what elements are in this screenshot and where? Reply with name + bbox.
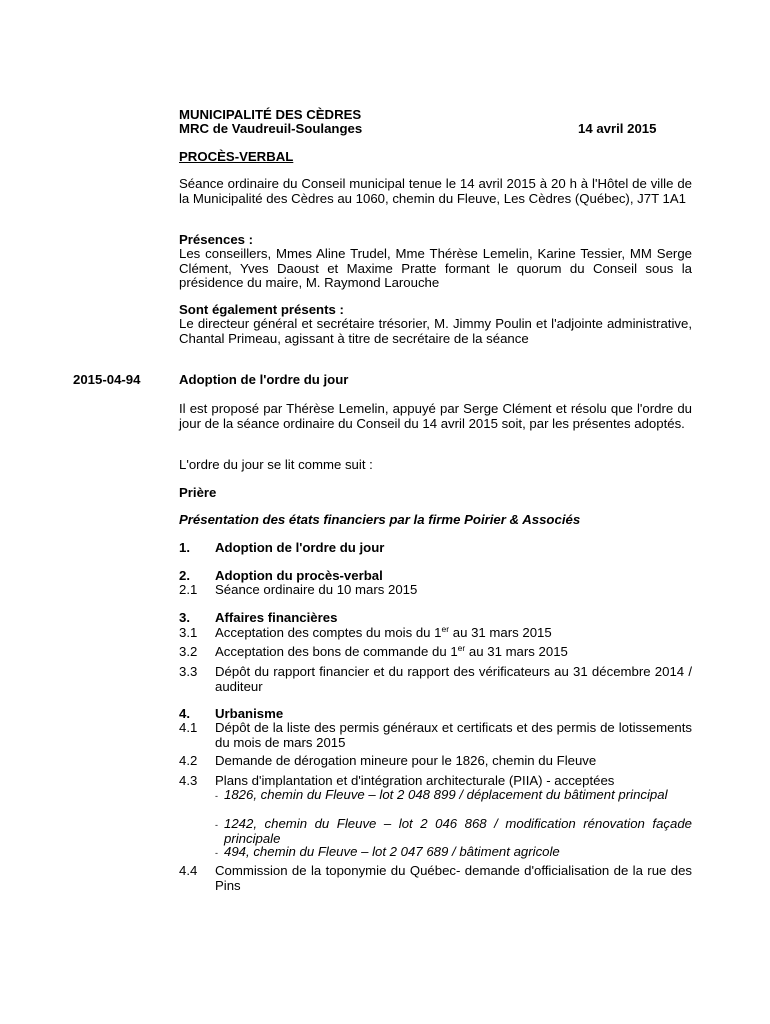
agenda-item-number: 4.1 [179,720,198,735]
piia-subitem: 494, chemin du Fleuve – lot 2 047 689 / bâtiment agricole [224,844,560,859]
agenda-intro: L'ordre du jour se lit comme suit : [179,457,373,472]
agenda-item-number: 3.2 [179,644,198,659]
document-title: PROCÈS-VERBAL [179,149,294,164]
agenda-item-number: 4.3 [179,773,198,788]
intro-paragraph: Séance ordinaire du Conseil municipal tenue le 14 avril 2015 à 20 h à l'Hôtel de ville de la Municipalité des Cèdres au 1060, chemin du Fleuve, Les Cèdres (Québec), J7T 1A1 [179,176,692,206]
agenda-section-number: 4. [179,706,190,721]
resolution-title: Adoption de l'ordre du jour [179,372,349,387]
list-dash: - [215,848,218,858]
list-dash: - [215,791,218,801]
agenda-item: Dépôt de la liste des permis généraux et certificats et des permis de lotissements du mois de mars 2015 [215,720,692,750]
agenda-item-number: 3.3 [179,664,198,679]
agenda-section-title: Urbanisme [215,706,284,721]
agenda-section-number: 1. [179,540,190,555]
agenda-section-title: Affaires financières [215,610,338,625]
agenda-item-number: 4.4 [179,863,198,878]
agenda-item: Commission de la toponymie du Québec- demande d'officialisation de la rue des Pins [215,863,692,893]
also-present-heading: Sont également présents : [179,302,344,317]
presences-text: Les conseillers, Mmes Aline Trudel, Mme Thérèse Lemelin, Karine Tessier, MM Serge Clément, Yves Daoust et Maxime Pratte formant le quorum du Conseil sous la présidence du maire, M. Raymond Larouche [179,246,692,291]
presentation-heading: Présentation des états financiers par la firme Poirier & Associés [179,512,581,527]
resolution-number: 2015-04-94 [73,372,141,387]
agenda-item: Acceptation des bons de commande du 1er au 31 mars 2015 [215,643,568,659]
piia-subitem: 1826, chemin du Fleuve – lot 2 048 899 / déplacement du bâtiment principal [224,787,668,802]
priere-heading: Prière [179,485,217,500]
agenda-item-number: 3.1 [179,625,198,640]
agenda-item: Acceptation des comptes du mois du 1er au 31 mars 2015 [215,624,552,640]
agenda-item-number: 4.2 [179,753,198,768]
agenda-section-number: 2. [179,568,190,583]
agenda-item-number: 2.1 [179,582,198,597]
agenda-section-title: Adoption du procès-verbal [215,568,383,583]
piia-subitem: 1242, chemin du Fleuve – lot 2 046 868 / modification rénovation façade principale [224,816,692,846]
presences-heading: Présences : [179,232,254,247]
agenda-item: Demande de dérogation mineure pour le 1826, chemin du Fleuve [215,753,597,768]
agenda-section-title: Adoption de l'ordre du jour [215,540,385,555]
meeting-date: 14 avril 2015 [578,121,657,136]
list-dash: - [215,820,218,830]
mrc-name: MRC de Vaudreuil-Soulanges [179,121,363,136]
also-present-text: Le directeur général et secrétaire trésorier, M. Jimmy Poulin et l'adjointe administrative, Chantal Primeau, agissant à titre de secrétaire de la séance [179,316,692,346]
municipality-name: MUNICIPALITÉ DES CÈDRES [179,107,362,122]
agenda-item: Séance ordinaire du 10 mars 2015 [215,582,418,597]
agenda-item: Dépôt du rapport financier et du rapport des vérificateurs au 31 décembre 2014 / auditeur [215,664,692,694]
agenda-section-number: 3. [179,610,190,625]
resolution-text: Il est proposé par Thérèse Lemelin, appuyé par Serge Clément et résolu que l'ordre du jour de la séance ordinaire du Conseil du 14 avril 2015 soit, par les présentes adoptés. [179,401,692,431]
agenda-item: Plans d'implantation et d'intégration architecturale (PIIA) - acceptées [215,773,615,788]
